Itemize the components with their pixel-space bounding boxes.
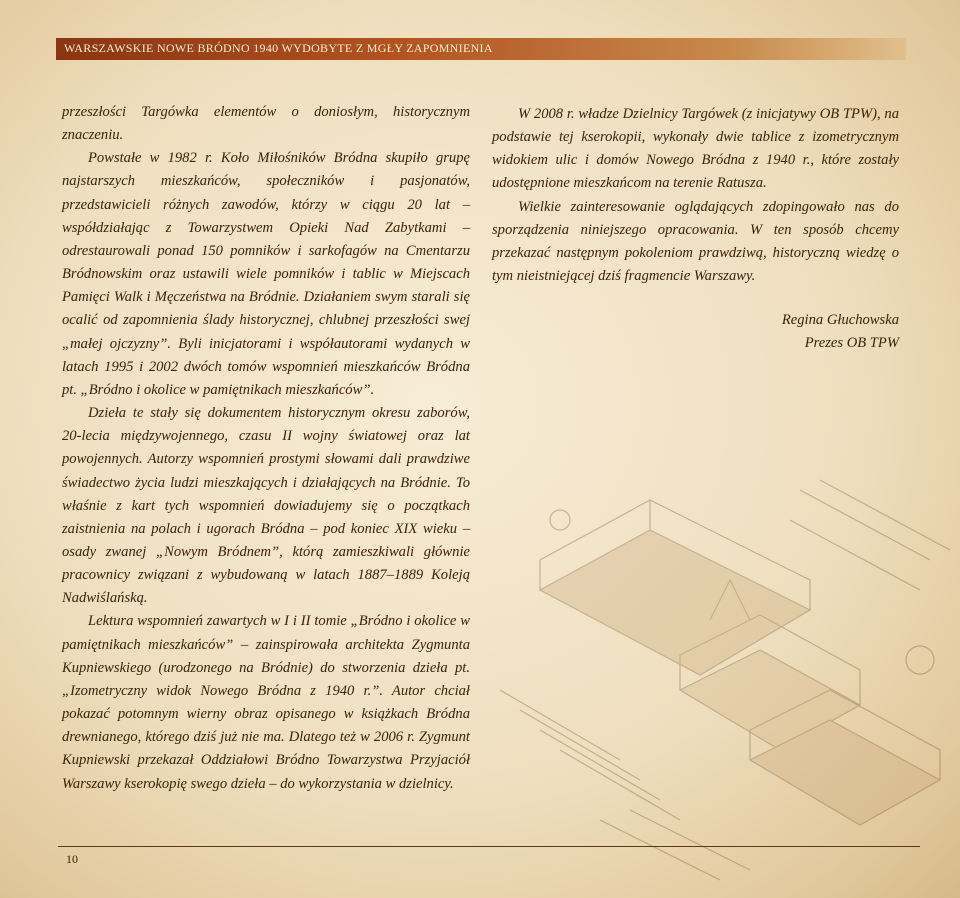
paragraph: Wielkie zainteresowanie oglądających zdopingowało nas do sporządzenia niniejszego opracowania. W ten sposób chcemy przekazać następnym pokoleniom prawdziwą, historyczną wiedzę o tym nieistniejącej dziś fragmencie Warszawy.	[492, 198, 899, 285]
page-number: 10	[66, 852, 78, 866]
left-text-column	[62, 101, 470, 796]
running-header-title: WARSZAWSKIE NOWE BRÓDNO 1940 WYDOBYTE Z MGŁY ZAPOMNIENIA	[64, 41, 493, 55]
isometric-sketch-background	[500, 460, 960, 898]
signature-name: Regina Głuchowska	[781, 312, 899, 329]
paragraph: W 2008 r. władze Dzielnicy Targówek (z inicjatywy OB TPW), na podstawie tej kserokopii, wykonały dwie tablice z izometrycznym widokiem ulic i domów Nowego Bródna z 1940 r., które zostały udostępnione mieszkańcom na terenie Ratusza.	[492, 106, 899, 192]
paragraph: Powstałe w 1982 r. Koło Miłośników Bródna skupiło grupę najstarszych mieszkańców, społeczników i pasjonatów, przedstawicieli różnych zawodów, którzy w ciągu 20 lat – współdziałając z Towarzystwem Opieki Nad Zabytkami – odrestaurowali ponad 150 pomników i sarkofagów na Cmentarzu Bródnowskim oraz ustawili wiele pomników i tablic w Miejscach Pamięci Walk i Męczeństwa na Bródnie. Działaniem swym starali się ocalić od zapomnienia ślady historycznej, chlubnej przeszłości swej „małej ojczyzny”. Byli inicjatorami i współautorami wydanych w latach 1995 i 2002 dwóch tomów wspomnień mieszkańców Bródna pt. „Bródno i okolice w pamiętnikach mieszkańców”.	[62, 150, 470, 398]
paragraph: przeszłości Targówka elementów o doniosłym, historycznym znaczeniu.	[62, 104, 470, 144]
signature-title: Prezes OB TPW	[804, 335, 899, 352]
right-text-column	[492, 103, 899, 356]
paragraph: Dzieła te stały się dokumentem historycznym okresu zaborów, 20-lecia międzywojennego, czasu II wojny światowej oraz lat powojennych. Autorzy wspomnień prostymi słowami dali prawdziwe świadectwo życia ludzi mieszkających i działających na Bródnie. To właśnie z kart tych wspomnień dowiadujemy się o początkach zaistnienia na polach i ugorach Bródna – pod koniec XIX wieku – osady zwanej „Nowym Bródnem”, którą zamieszkiwali głównie pracownicy związani z wybudowaną w latach 1887–1889 Koleją Nadwiślańską.	[62, 405, 470, 607]
footer-divider	[58, 846, 920, 847]
paragraph: Lektura wspomnień zawartych w I i II tomie „Bródno i okolice w pamiętnikach mieszkańców” – zainspirowała architekta Zygmunta Kupniewskiego (urodzonego na Bródnie) do stworzenia dzieła pt. „Izometryczny widok Nowego Bródna z 1940 r.”. Autor chciał pokazać potomnym wierny obraz opisanego w książkach Bródna drewnianego, którego dziś już nie ma. Dlatego też w 2006 r. Zygmunt Kupniewski przekazał Oddziałowi Bródno Towarzystwa Przyjaciół Warszawy kserokopię swego dzieła – do wykorzystania w dzielnicy.	[62, 613, 470, 792]
